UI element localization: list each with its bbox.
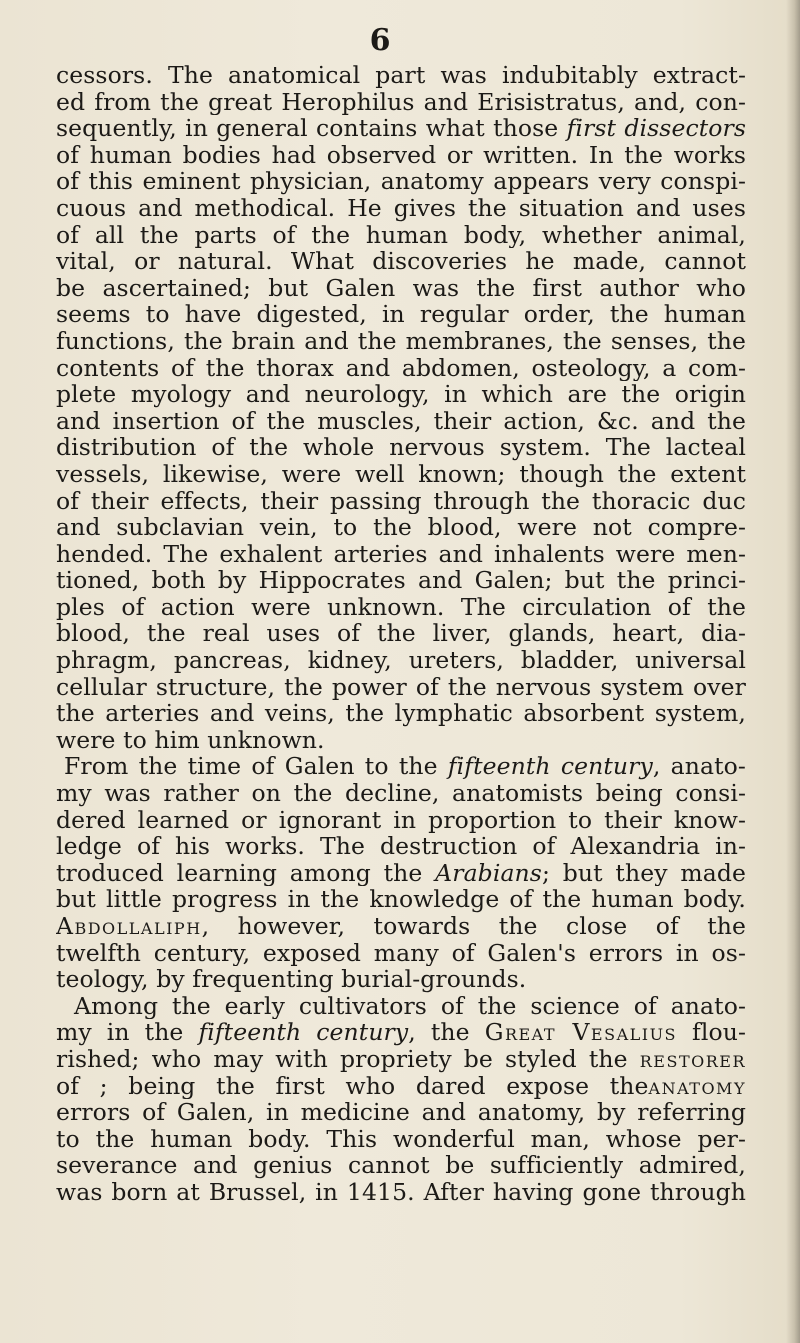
text-line-pre: of bbox=[56, 1072, 100, 1100]
text-line bbox=[56, 434, 746, 461]
text-line-text: of all the parts of the human body, whether animal, bbox=[56, 221, 746, 249]
text-line-em: Arabians bbox=[435, 859, 542, 887]
text-line bbox=[56, 275, 746, 302]
text-line bbox=[56, 381, 746, 408]
text-line bbox=[56, 142, 746, 169]
text-line-text: was born at Brussel, in 1415. After having gone through bbox=[56, 1178, 746, 1206]
text-line-text: of human bodies had observed or written. In the works bbox=[56, 141, 746, 169]
page-number: 6 bbox=[369, 23, 391, 58]
text-line-post: , anato- bbox=[652, 753, 746, 781]
text-line-text: ledge of his works. The destruction of Alexandria in- bbox=[56, 833, 746, 860]
text-line-post2: flou- bbox=[677, 1019, 746, 1046]
text-line bbox=[56, 541, 746, 568]
text-line bbox=[56, 301, 746, 328]
text-line-sc: Abdollaliph bbox=[56, 913, 202, 940]
text-line bbox=[56, 913, 746, 940]
text-line bbox=[56, 89, 746, 116]
text-line-text: to the human body. This wonderful man, whose per- bbox=[56, 1125, 746, 1153]
text-line bbox=[56, 461, 746, 488]
text-line bbox=[56, 168, 746, 195]
text-line bbox=[56, 1179, 746, 1206]
text-line-em: first dissectors bbox=[566, 115, 746, 142]
text-line-text: tioned, both by Hippocrates and Galen; but the princi- bbox=[56, 567, 746, 594]
text-line bbox=[56, 700, 746, 727]
text-line bbox=[56, 940, 746, 967]
text-line-pre: sequently, in general contains what those bbox=[56, 115, 567, 142]
text-line bbox=[56, 488, 746, 515]
text-line-text: ples of action were unknown. The circulation of the bbox=[56, 593, 746, 621]
text-line bbox=[56, 727, 746, 754]
text-line-text: seems to have digested, in regular order, the human bbox=[56, 301, 746, 328]
text-line bbox=[56, 647, 746, 674]
text-line-text: and insertion of the muscles, their action, &c. and the bbox=[56, 407, 746, 435]
text-line bbox=[56, 1019, 746, 1046]
text-line-post: , however, towards the close of the bbox=[201, 913, 746, 940]
text-line bbox=[56, 780, 746, 807]
text-line-text: cessors. The anatomical part was indubitably extract- bbox=[56, 62, 746, 89]
text-line bbox=[56, 567, 746, 594]
text-line bbox=[56, 993, 746, 1020]
text-line bbox=[56, 594, 746, 621]
text-line-text: hended. The exhalent arteries and inhalents were men- bbox=[56, 540, 746, 568]
text-line bbox=[56, 355, 746, 382]
page-edge-shadow bbox=[786, 0, 800, 1343]
text-line bbox=[56, 966, 746, 993]
text-line bbox=[56, 195, 746, 222]
text-line-em: fifteenth century bbox=[447, 753, 653, 781]
text-line-text: dered learned or ignorant in proportion to their know- bbox=[56, 806, 746, 834]
text-line bbox=[56, 248, 746, 275]
text-line-text: teology, by frequenting burial-grounds. bbox=[56, 966, 527, 993]
text-line bbox=[56, 408, 746, 435]
text-line-text: vital, or natural. What discoveries he made, cannot bbox=[56, 248, 746, 275]
text-line bbox=[56, 1126, 746, 1153]
text-line-text: distribution of the whole nervous system. The lacteal bbox=[56, 434, 746, 461]
text-line-text: plete myology and neurology, in which are the origin bbox=[56, 381, 746, 408]
text-line bbox=[56, 514, 746, 541]
text-line-post: ; being the first who dared expose the bbox=[99, 1072, 649, 1100]
text-line bbox=[56, 620, 746, 647]
text-line bbox=[56, 807, 746, 834]
text-line-text: phragm, pancreas, kidney, ureters, bladder, universal bbox=[56, 647, 746, 674]
text-line bbox=[56, 674, 746, 701]
text-line-text: the arteries and veins, the lymphatic absorbent system, bbox=[56, 700, 746, 727]
text-line bbox=[56, 886, 746, 913]
text-line bbox=[56, 115, 746, 142]
text-line-sc: Great Vesalius bbox=[484, 1019, 678, 1046]
text-line-text: twelfth century, exposed many of Galen's errors in os- bbox=[56, 939, 746, 967]
text-line-pre: rished; who may with propriety be styled the bbox=[56, 1045, 640, 1073]
text-line-text: vessels, likewise, were well known; though the extent bbox=[56, 460, 746, 488]
text-line bbox=[56, 328, 746, 355]
text-line bbox=[56, 1046, 746, 1073]
text-line-pre: Among the early cultivators of the science of anato- bbox=[74, 992, 746, 1020]
text-line-text: cellular structure, the power of the nervous system over bbox=[56, 673, 746, 701]
text-line-post: ; but they made bbox=[541, 859, 746, 887]
text-line-text: ed from the great Herophilus and Erisistratus, and, con- bbox=[56, 88, 746, 116]
text-line bbox=[56, 222, 746, 249]
text-line-em: fifteenth century bbox=[198, 1019, 409, 1046]
text-line bbox=[56, 1152, 746, 1179]
text-line-sc: anatomy bbox=[648, 1072, 746, 1100]
text-line bbox=[56, 753, 746, 780]
text-line bbox=[56, 860, 746, 887]
text-line-text: my was rather on the decline, anatomists being consi- bbox=[56, 780, 746, 807]
text-line-text: of their effects, their passing through the thoracic duc bbox=[56, 487, 746, 515]
text-line-text: contents of the thorax and abdomen, osteology, a com- bbox=[56, 354, 746, 382]
text-line-text: and subclavian vein, to the blood, were not compre- bbox=[56, 514, 746, 541]
text-line bbox=[56, 833, 746, 860]
text-line-text: errors of Galen, in medicine and anatomy, by referring bbox=[56, 1099, 746, 1126]
text-line-text: severance and genius cannot be sufficiently admired, bbox=[56, 1152, 746, 1179]
text-line-pre: troduced learning among the bbox=[56, 859, 436, 887]
text-line-text: functions, the brain and the membranes, the senses, the bbox=[56, 327, 746, 355]
text-line-text: but little progress in the knowledge of the human body. bbox=[56, 886, 746, 913]
text-line-text: be ascertained; but Galen was the first author who bbox=[56, 274, 746, 302]
text-line bbox=[56, 1099, 746, 1126]
text-line bbox=[56, 62, 746, 89]
text-line bbox=[56, 1073, 746, 1100]
text-line-sc: restorer bbox=[639, 1045, 746, 1073]
text-line-post: , the bbox=[408, 1019, 485, 1046]
text-line-text: cuous and methodical. He gives the situation and uses bbox=[56, 194, 746, 222]
body-text bbox=[56, 62, 746, 1206]
text-line-pre: my in the bbox=[56, 1019, 199, 1046]
text-line-text: blood, the real uses of the liver, glands, heart, dia- bbox=[56, 620, 746, 648]
text-line-text: of this eminent physician, anatomy appears very conspi- bbox=[56, 168, 746, 195]
text-line-text: were to him unknown. bbox=[56, 726, 325, 754]
text-line-pre: From the time of Galen to the bbox=[64, 753, 448, 781]
